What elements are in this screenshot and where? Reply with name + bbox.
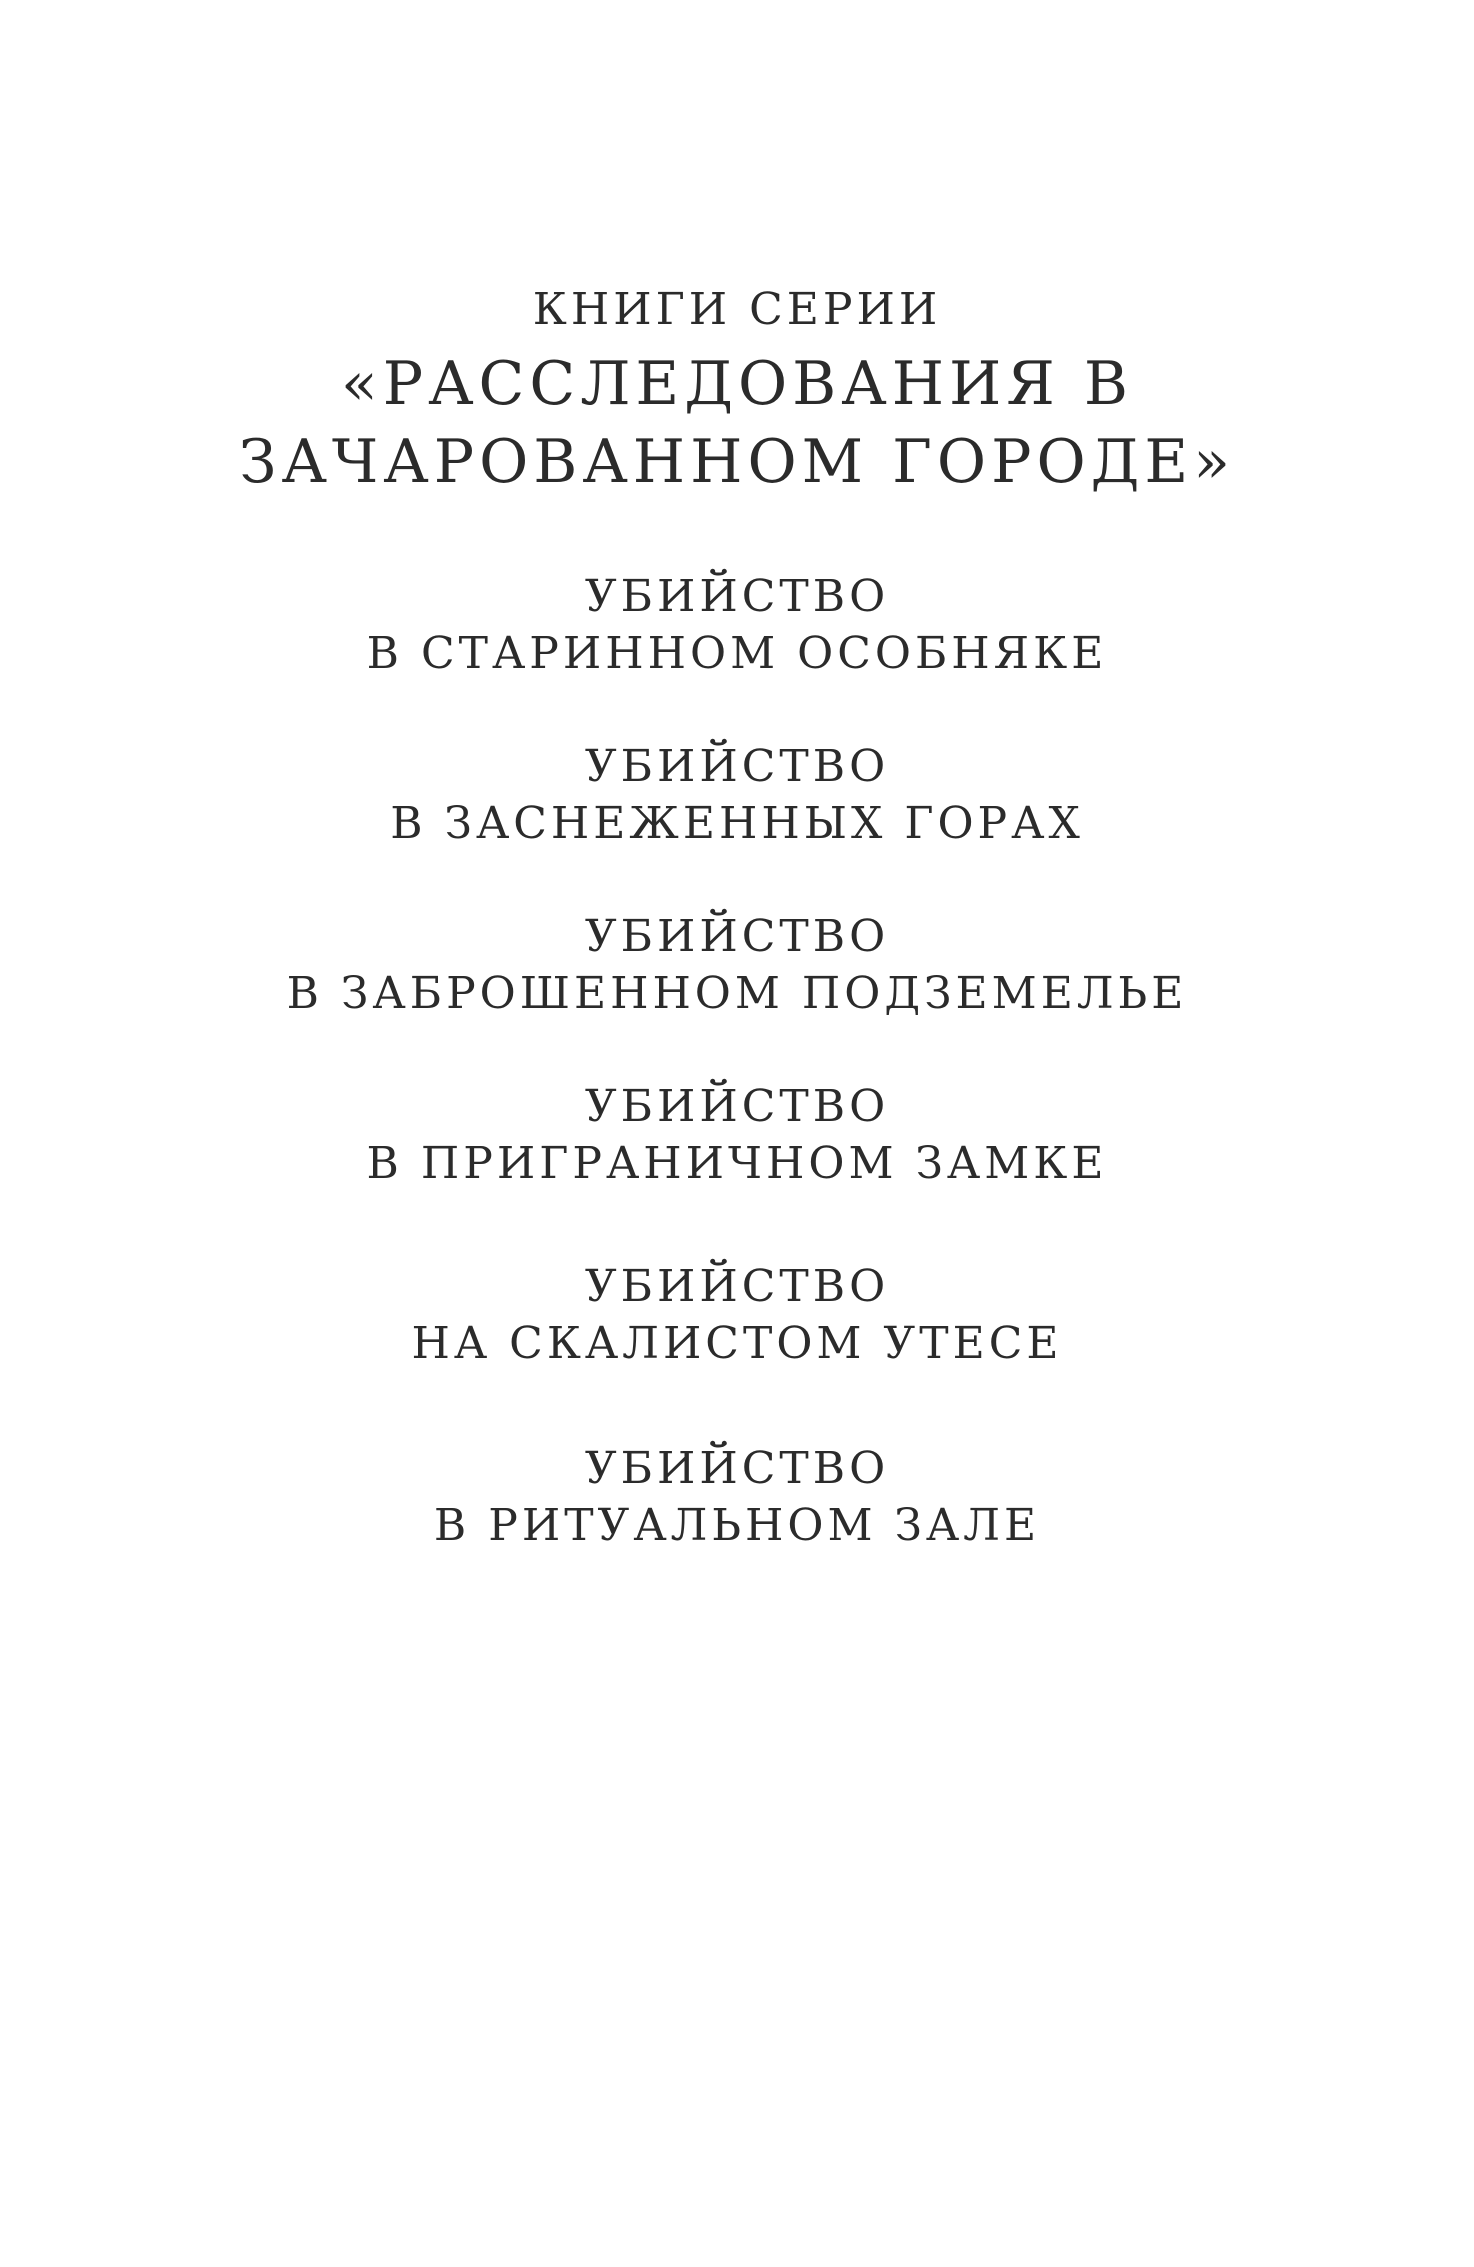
book-3-title-line-1: УБИЙСТВО	[584, 911, 890, 962]
book-6-title-line-1: УБИЙСТВО	[584, 1443, 890, 1494]
series-heading-label: КНИГИ СЕРИИ	[532, 284, 942, 335]
book-5-title-line-1: УБИЙСТВО	[584, 1261, 890, 1312]
book-2-title-line-1: УБИЙСТВО	[584, 741, 890, 792]
series-title-line-2: ЗАЧАРОВАННОМ ГОРОДЕ»	[239, 427, 1235, 497]
book-2-title-line-2: В ЗАСНЕЖЕННЫХ ГОРАХ	[390, 798, 1084, 849]
series-title-line-1: «РАССЛЕДОВАНИЯ В	[341, 349, 1133, 419]
book-4-title-line-1: УБИЙСТВО	[584, 1081, 890, 1132]
book-3-title-line-2: В ЗАБРОШЕННОМ ПОДЗЕМЕЛЬЕ	[286, 968, 1188, 1019]
book-1-title-line-2: В СТАРИННОМ ОСОБНЯКЕ	[366, 628, 1108, 679]
book-5-title-line-2: НА СКАЛИСТОМ УТЕСЕ	[411, 1318, 1063, 1369]
book-4-title-line-2: В ПРИГРАНИЧНОМ ЗАМКЕ	[366, 1138, 1108, 1189]
book-6-title-line-2: В РИТУАЛЬНОМ ЗАЛЕ	[433, 1500, 1041, 1551]
book-1-title-line-1: УБИЙСТВО	[584, 571, 890, 622]
